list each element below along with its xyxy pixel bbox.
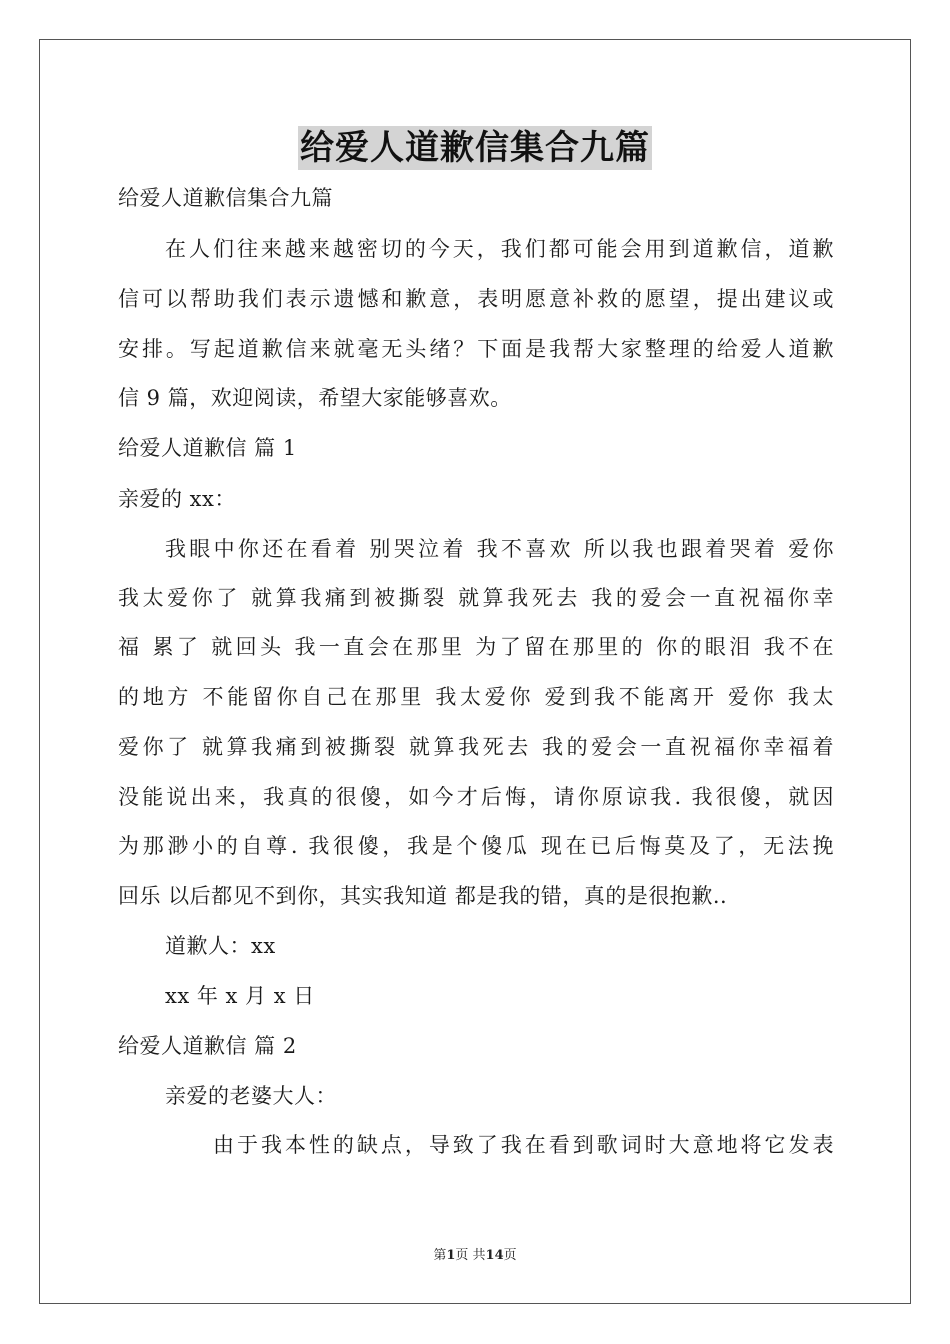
footer-page-number: 1 — [446, 1248, 456, 1263]
body2-line-1: 由于我本性的缺点，导致了我在看到歌词时大意地将它发表 — [213, 1133, 834, 1157]
section-heading-2: 给爱人道歉信 篇 2 — [118, 1034, 297, 1058]
page-border — [39, 39, 911, 1304]
footer-prefix: 第 — [433, 1248, 447, 1263]
section-heading-1: 给爱人道歉信 篇 1 — [118, 436, 297, 460]
body-line-8: 回乐 以后都见不到你，其实我知道 都是我的错，真的是很抱歉.. — [118, 884, 728, 908]
body-line-3: 福 累了 就回头 我一直会在那里 为了留在那里的 你的眼泪 我不在 — [118, 635, 834, 659]
intro-line-4: 信 9 篇，欢迎阅读，希望大家能够喜欢。 — [118, 386, 512, 410]
date-line: xx 年 x 月 x 日 — [165, 984, 315, 1008]
footer-suffix: 页 — [503, 1248, 517, 1263]
body-line-2: 我太爱你了 就算我痛到被撕裂 就算我死去 我的爱会一直祝福你幸 — [118, 586, 834, 610]
title-container — [0, 126, 950, 170]
subtitle-line: 给爱人道歉信集合九篇 — [118, 186, 333, 210]
footer-mid: 页 共 — [455, 1248, 486, 1263]
body-line-4: 的地方 不能留你自己在那里 我太爱你 爱到我不能离开 爱你 我太 — [118, 685, 834, 709]
salutation-2: 亲爱的老婆大人： — [165, 1084, 337, 1108]
body-line-5: 爱你了 就算我痛到被撕裂 就算我死去 我的爱会一直祝福你幸福着 — [118, 735, 834, 759]
body-line-1: 我眼中你还在看着 别哭泣着 我不喜欢 所以我也跟着哭着 爱你 — [165, 537, 834, 561]
body-line-6: 没能说出来，我真的很傻，如今才后悔，请你原谅我. 我很傻，就因 — [118, 785, 834, 809]
document-title: 给爱人道歉信集合九篇 — [300, 128, 650, 168]
intro-line-3: 安排。写起道歉信来就毫无头绪？下面是我帮大家整理的给爱人道歉 — [118, 337, 834, 361]
page-footer — [0, 1247, 950, 1265]
intro-line-2: 信可以帮助我们表示遗憾和歉意，表明愿意补救的愿望，提出建议或 — [118, 287, 834, 311]
signature-line: 道歉人：xx — [165, 934, 276, 958]
footer-total-pages: 14 — [485, 1248, 504, 1263]
intro-line-1: 在人们往来越来越密切的今天，我们都可能会用到道歉信，道歉 — [165, 237, 834, 261]
body-line-7: 为那渺小的自尊. 我很傻，我是个傻瓜 现在已后悔莫及了，无法挽 — [118, 834, 834, 858]
salutation-1: 亲爱的 xx： — [118, 487, 236, 511]
